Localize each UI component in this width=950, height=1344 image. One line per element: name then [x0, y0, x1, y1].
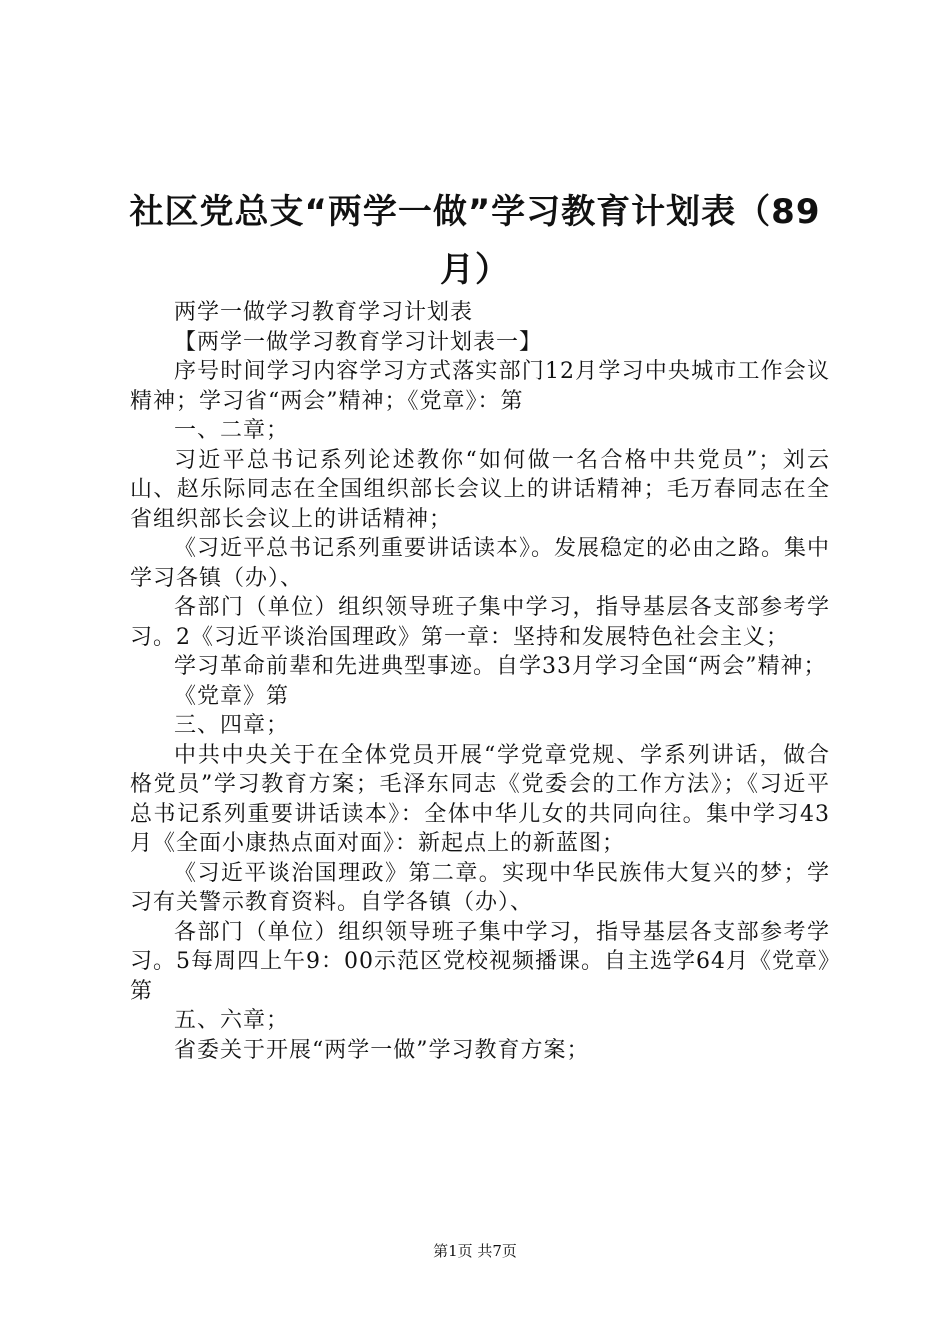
paragraph: 学习革命前辈和先进典型事迹。自学33月学习全国“两会”精神； — [174, 654, 827, 679]
paragraph: 中共中央关于在全体党员开展“学党章党规、学系列讲话，做合格党员”学习教育方案；毛泽东同志《党委会的工作方法》；《习近平总书记系列重要讲话读本》：全体中华儿女的共同向往。集中学习43月《全面小康热点面对面》：新起点上的新蓝图； — [130, 742, 830, 856]
paragraph: 【两学一做学习教育学习计划表一】 — [174, 329, 543, 355]
document-body — [130, 298, 830, 1065]
paragraph: 习近平总书记系列论述教你“如何做一名合格中共党员”；刘云山、赵乐际同志在全国组织部长会议上的讲话精神；毛万春同志在全省组织部长会议上的讲话精神； — [130, 447, 830, 532]
paragraph: 各部门（单位）组织领导班子集中学习，指导基层各支部参考学习。5每周四上午9：00示范区党校视频播课。自主选学64月《党章》第 — [130, 919, 830, 1004]
paragraph: 《习近平谈治国理政》第二章。实现中华民族伟大复兴的梦；学习有关警示教育资料。自学各镇（办）、 — [130, 860, 830, 915]
paragraph: 两学一做学习教育学习计划表 — [174, 300, 474, 325]
paragraph: 五、六章； — [174, 1008, 290, 1033]
page-footer: 第1页 共7页 — [433, 1242, 517, 1260]
paragraph: 序号时间学习内容学习方式落实部门12月学习中央城市工作会议精神；学习省“两会”精神；《党章》：第 — [130, 359, 830, 414]
paragraph: 《党章》第 — [174, 683, 290, 709]
paragraph: 三、四章； — [174, 713, 290, 738]
document-title: 社区党总支“两学一做”学习教育计划表（89月） — [129, 192, 821, 290]
paragraph: 各部门（单位）组织领导班子集中学习，指导基层各支部参考学习。2《习近平谈治国理政》第一章：坚持和发展特色社会主义； — [130, 595, 830, 650]
paragraph: 省委关于开展“两学一做”学习教育方案； — [174, 1037, 590, 1063]
paragraph: 《习近平总书记系列重要讲话读本》。发展稳定的必由之路。集中学习各镇（办）、 — [130, 536, 831, 591]
paragraph: 一、二章； — [174, 418, 290, 443]
